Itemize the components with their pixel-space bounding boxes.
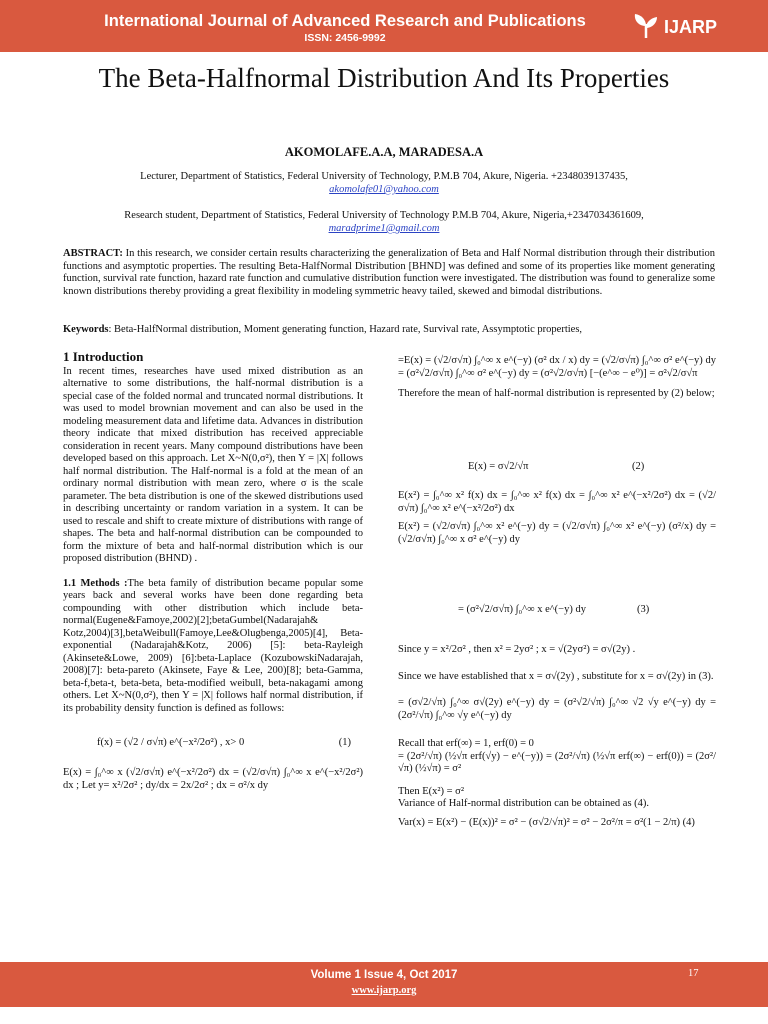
ijarp-logo bbox=[632, 12, 762, 42]
mean-statement: Therefore the mean of half-normal distribution is represented by (2) below; bbox=[398, 388, 715, 399]
variance-equation: Var(x) = E(x²) − (E(x))² = σ² − (σ√2/√π)² = σ² − 2σ²/π = σ²(1 − 2/π) (4) bbox=[398, 816, 695, 828]
introduction-text: In recent times, researches have used mixed distribution as an alternative to some distributions, the half-normal distribution is a special case of the folded normal and truncated normal distributions. It was used to model brownian movement and can also be used in the modeling measurement data and lifetime data. Advances in distribution theory indicate that mixed distribution has received appreciable consideration in recent years. Many compound distributions have been developed based on this approach. Let X~N(0,σ²), then Y = |X| follows half normal distribution. The Half-normal is a fold at the mean of an ordinary normal distribution with mean zero, where σ is the scale parameter. The beta distribution is one of the skewed distributions used in describing uncertainty or random variation in a system. It can be used to rescale and shift to create mixture of distributions with range of shapes. The beta and half-normal distribution can be compounded to form the mixture of beta and half-normal distribution which is our proposed distribution (BHND) . bbox=[63, 365, 363, 564]
affiliation-1 bbox=[40, 170, 728, 196]
page-number: 17 bbox=[688, 968, 699, 979]
keywords-label: Keywords bbox=[63, 324, 109, 335]
substitution-x: Since we have established that x = σ√(2y) , substitute for x = σ√(2y) in (3). bbox=[398, 670, 714, 682]
abstract-label: ABSTRACT: bbox=[63, 248, 123, 259]
right-column-block-3 bbox=[398, 644, 716, 829]
volume-issue: Volume 1 Issue 4, Oct 2017 bbox=[310, 969, 458, 981]
variance-intro: Variance of Half-normal distribution can be obtained as (4). bbox=[398, 798, 650, 809]
right-column-block-2 bbox=[398, 490, 716, 546]
right-column-block-1 bbox=[398, 355, 716, 401]
affiliation-1-email[interactable]: akomolafe01@yahoo.com bbox=[329, 184, 439, 195]
footer-banner bbox=[0, 962, 768, 1007]
logo-text: IJARP bbox=[664, 17, 718, 37]
equation-2-number: (2) bbox=[632, 461, 645, 472]
affiliation-2-email[interactable]: maradprime1@gmail.com bbox=[328, 223, 440, 234]
keywords bbox=[63, 324, 715, 335]
journal-header-banner bbox=[0, 0, 768, 52]
equation-2-body: E(x) = σ√2/√π bbox=[468, 461, 529, 472]
affiliation-2-text: Research student, Department of Statistics, Federal University of Technology P.M.B 704, Akure, Nigeria,+2347034361609, bbox=[124, 210, 644, 221]
keywords-text: : Beta-HalfNormal distribution, Moment generating function, Hazard rate, Survival rate, Assymptotic properties, bbox=[108, 324, 583, 335]
equation-1 bbox=[63, 733, 363, 757]
affiliation-2 bbox=[40, 209, 728, 235]
mean-derivation: E(x) = ∫₀^∞ x (√2/σ√π) e^(−x²/2σ²) dx = (√2/σ√π) ∫₀^∞ x e^(−x²/2σ²) dx ; Let y= x²/2σ² ; dy/dx = 2x/2σ² ; dx = σ²/x dy bbox=[63, 767, 363, 791]
methods-paragraph bbox=[63, 578, 363, 716]
website-link[interactable]: www.ijarp.org bbox=[351, 985, 417, 996]
substitution-y: Since y = x²/2σ² , then x² = 2yσ² ; x = √(2yσ²) = σ√(2y) . bbox=[398, 644, 636, 655]
journal-name: International Journal of Advanced Research and Publications bbox=[104, 12, 586, 30]
erf-evaluation: = (2σ²/√π) (½√π erf(√y) − e^(−y)) = (2σ²/√π) (½√π erf(∞) − erf(0)) = (2σ²/√π) (½√π) = σ² bbox=[398, 750, 716, 774]
abstract-text: In this research, we consider certain results characterizing the generalization of Beta and Half Normal distribution through their distribution functions and asymptotic properties. The resulting Beta-HalfNormal Distribution [BHND] was defined and some of its properties like moment generating function, survival rate function, hazard rate function and cumulative distribution function were investigated. The distribution was found to generalize some known distributions thereby providing a great flexibility in modeling symmetric heavy tailed, skewed and bimodal distributions. bbox=[63, 248, 715, 297]
second-moment-definition: E(x²) = ∫₀^∞ x² f(x) dx = ∫₀^∞ x² f(x) dx = ∫₀^∞ x² e^(−x²/2σ²) dx = (√2/σ√π) ∫₀^∞ x² e^(−x²/2σ²) dx bbox=[398, 490, 716, 514]
issn: ISSN: 2456-9992 bbox=[304, 32, 386, 44]
second-moment-result: Then E(x²) = σ² bbox=[398, 785, 464, 797]
equation-1-number: (1) bbox=[338, 737, 351, 748]
leaf-logo-icon bbox=[632, 12, 660, 40]
section-heading-introduction: 1 Introduction bbox=[63, 349, 144, 364]
paper-title: The Beta-Halfnormal Distribution And Its Properties bbox=[98, 63, 670, 93]
equation-3-body: = (σ²√2/σ√π) ∫₀^∞ x e^(−y) dy bbox=[458, 604, 586, 615]
methods-text: The beta family of distribution became popular some years back and several works have been done regarding beta compounding with other distribution which include beta-normal(Eugene&Famoye,2002)[2];betaGumbel(Nadarajah& Kotz,2004)[3],betaWeibull(Famoye,Lee&Olugbenga,2005)[4], Beta-exponential (Nadarajah&Kotz, 2006) [5]: beta-Rayleigh (Akinsete&Lowe, 2009) [6]:beta-Laplace (KozubowskiNadarajah, 2008)[7]: beta-pareto (Akinsete, Faye & Lee, 200)[8]; beta-Gamma, beta-f,beta-t, beta-beta, beta-modified weibull, beta-nakagami among others. Let X~N(0,σ²), then Y = |X| follows half normal distribution, if its probability density function is defined as follows: bbox=[63, 577, 363, 714]
equation-1-body: f(x) = (√2 / σ√π) e^(−x²/2σ²) , x> 0 bbox=[97, 737, 245, 748]
mean-derivation-continued: =E(x) = (√2/σ√π) ∫₀^∞ x e^(−y) (σ² dx / x) dy = (√2/σ√π) ∫₀^∞ σ² e^(−y) dy = (σ²√2/σ√π) ∫₀^∞ σ² e^(−y) dy = (σ²√2/σ√π) [−(e^∞ − e⁰)] = σ²√2/σ√π bbox=[398, 355, 716, 379]
affiliation-1-text: Lecturer, Department of Statistics, Federal University of Technology, P.M.B 704, Akure, Nigeria. +2348039137435, bbox=[140, 171, 628, 182]
authors: AKOMOLAFE.A.A, MARADESA.A bbox=[284, 145, 484, 159]
second-moment-substitution: E(x²) = (√2/σ√π) ∫₀^∞ x² e^(−y) dy = (√2/σ√π) ∫₀^∞ x² e^(−y) (σ²/x) dy = (√2/σ√π) ∫₀^∞ x σ² e^(−y) dy bbox=[398, 521, 716, 545]
erf-recall: Recall that erf(∞) = 1, erf(0) = 0 bbox=[398, 738, 534, 749]
abstract bbox=[63, 248, 715, 298]
left-column bbox=[63, 351, 363, 792]
methods-heading: 1.1 Methods : bbox=[63, 577, 128, 589]
equation-3-number: (3) bbox=[637, 604, 650, 615]
gamma-integral: = (σ√2/√π) ∫₀^∞ σ√(2y) e^(−y) dy = (σ²√2/√π) ∫₀^∞ √2 √y e^(−y) dy = (2σ²/√π) ∫₀^∞ √y e^(−y) dy bbox=[398, 697, 716, 721]
